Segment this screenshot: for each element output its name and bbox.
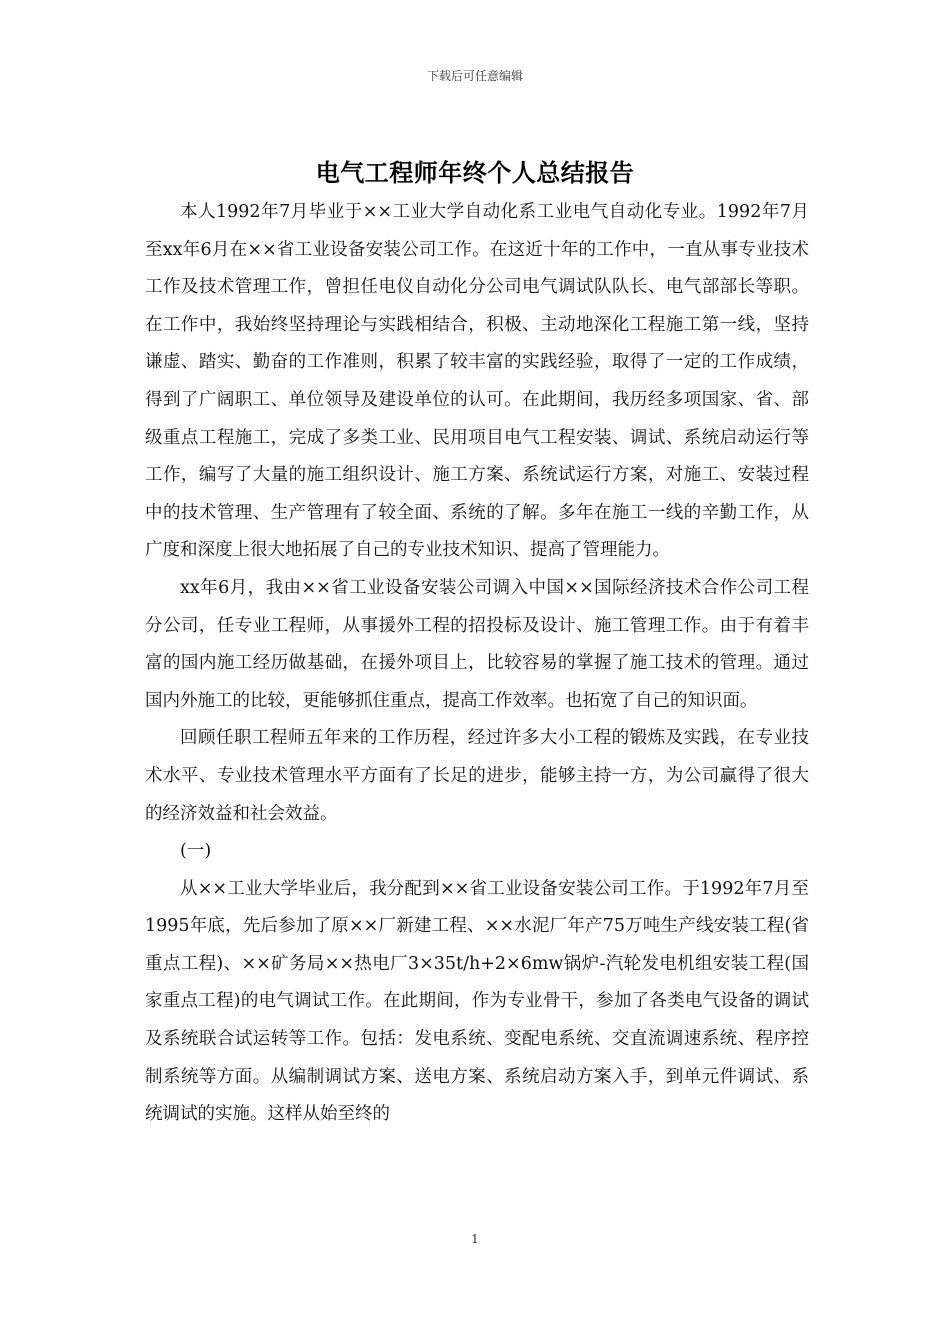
paragraph-1: 本人1992年7月毕业于××工业大学自动化系工业电气自动化专业。1992年7月至xx年6月在××省工业设备安装公司工作。在这近十年的工作中，一直从事专业技术工作及技术管理工作，曾担任电仪自动化分公司电气调试队队长、电气部部长等职。在工作中，我始终坚持理论与实践相结合，积极、主动地深化工程施工第一线，坚持谦虚、踏实、勤奋的工作准则，积累了较丰富的实践经验，取得了一定的工作成绩，得到了广阔职工、单位领导及建设单位的认可。在此期间，我历经多项国家、省、部级重点工程施工，完成了多类工业、民用项目电气工程安装、调试、系统启动运行等工作，编写了大量的施工组织设计、施工方案、系统试运行方案，对施工、安装过程中的技术管理、生产管理有了较全面、系统的了解。多年在施工一线的辛勤工作，从广度和深度上很大地拓展了自己的专业技术知识、提高了管理能力。 — [145, 202, 809, 561]
document-body — [145, 194, 809, 1134]
paragraph-3: 回顾任职工程师五年来的工作历程，经过许多大小工程的锻炼及实践，在专业技术水平、专业技术管理水平方面有了长足的进步，能够主持一方，为公司赢得了很大的经济效益和社会效益。 — [145, 728, 809, 824]
document-title: 电气工程师年终个人总结报告 — [315, 159, 635, 187]
paragraph-4: 从××工业大学毕业后，我分配到××省工业设备安装公司工作。于1992年7月至1995年底，先后参加了原××厂新建工程、××水泥厂年产75万吨生产线安装工程(省重点工程)、××矿务局××热电厂3×35t/h+2×6mw锅炉-汽轮发电机组安装工程(国家重点工程)的电气调试工作。在此期间，作为专业骨干，参加了各类电气设备的调试及系统联合试运转等工作。包括：发电系统、变配电系统、交直流调速系统、程序控制系统等方面。从编制调试方案、送电方案、系统启动方案入手，到单元件调试、系统调试的实施。这样从始至终的 — [145, 878, 809, 1125]
section-heading: (一) — [180, 841, 212, 862]
page-number: 1 — [471, 1232, 479, 1246]
page-header: 下载后可任意编辑 — [426, 69, 523, 83]
paragraph-2: xx年6月，我由××省工业设备安装公司调入中国××国际经济技术合作公司工程分公司，任专业工程师，从事援外工程的招投标及设计、施工管理工作。由于有着丰富的国内施工经历做基础，在援外项目上，比较容易的掌握了施工技术的管理。通过国内外施工的比较，更能够抓住重点，提高工作效率。也拓宽了自己的知识面。 — [145, 577, 809, 711]
